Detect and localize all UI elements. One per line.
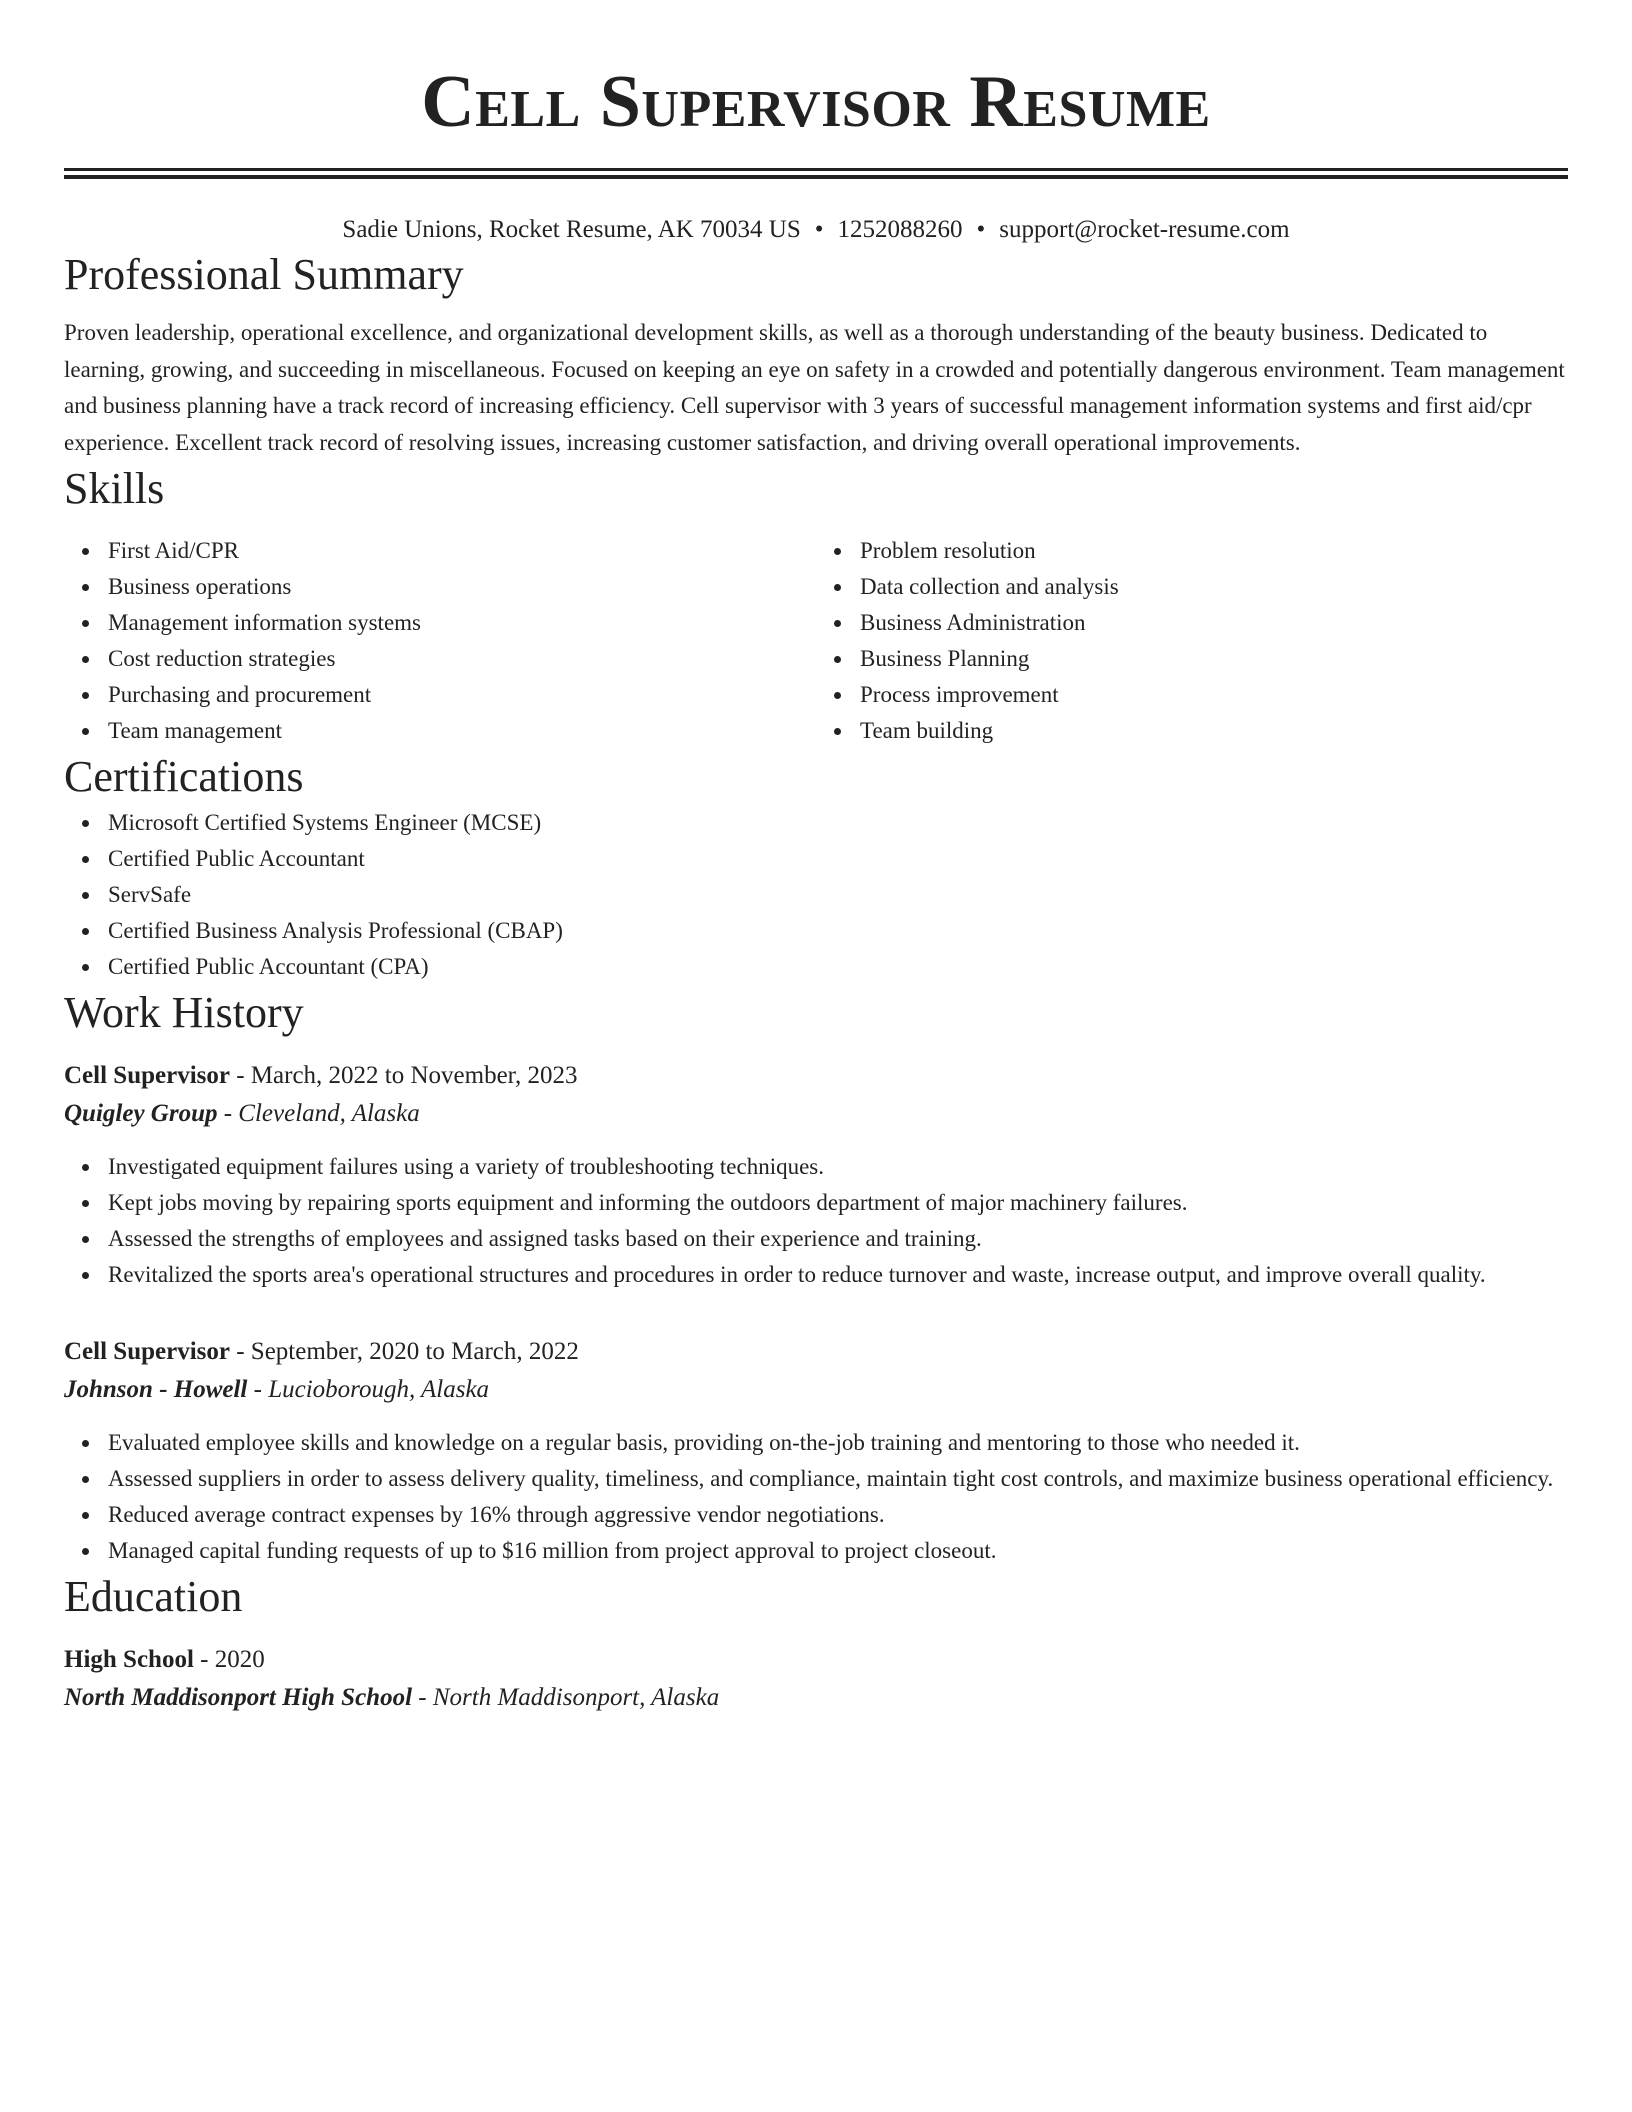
skill-item: Business Planning [860, 641, 1568, 677]
resume-title: Cell Supervisor Resume [421, 61, 1211, 143]
certifications-heading: Certifications [64, 752, 304, 801]
job-company-line [64, 1371, 1568, 1409]
skills-list [64, 533, 1568, 749]
job-company: Johnson - Howell [64, 1376, 248, 1403]
job-duty-item: Evaluated employee skills and knowledge on a regular basis, providing on-the-job training and mentoring to those who needed it. [108, 1425, 1568, 1461]
education-year: - 2020 [193, 1646, 265, 1673]
job-location: - Cleveland, Alaska [217, 1100, 420, 1127]
skill-item: Cost reduction strategies [108, 641, 816, 677]
job-duties-list [64, 1149, 1568, 1293]
skills-heading: Skills [64, 464, 165, 513]
job-duty-item: Investigated equipment failures using a variety of troubleshooting techniques. [108, 1149, 1568, 1185]
job-duty-item: Managed capital funding requests of up to $16 million from project approval to project closeout. [108, 1533, 1568, 1569]
contact-email: support@rocket-resume.com [999, 216, 1290, 243]
job-entry [64, 1333, 1568, 1569]
job-company: Quigley Group [64, 1100, 218, 1127]
job-dates: - September, 2020 to March, 2022 [229, 1338, 579, 1365]
certification-item: Certified Business Analysis Professional (CBAP) [108, 913, 1568, 949]
job-dates: - March, 2022 to November, 2023 [229, 1062, 578, 1089]
education-location: - North Maddisonport, Alaska [412, 1684, 720, 1711]
summary-text: Proven leadership, operational excellence, and organizational development skills, as well as a thorough understanding of the beauty business. Dedicated to learning, growing, and succeeding in miscellaneous. Focused on keeping an eye on safety in a crowded and potentially dangerous environment. Team management and business planning have a track record of increasing efficiency. Cell supervisor with 3 years of successful management information systems and first aid/cpr experience. Excellent track record of resolving issues, increasing customer satisfaction, and driving overall operational improvements. [64, 320, 1565, 455]
certification-item: Microsoft Certified Systems Engineer (MCSE) [108, 805, 1568, 841]
skill-item: Team building [860, 713, 1568, 749]
contact-phone: 1252088260 [837, 216, 963, 243]
skill-item: Problem resolution [860, 533, 1568, 569]
job-company-line [64, 1095, 1568, 1133]
job-location: - Lucioborough, Alaska [247, 1376, 490, 1403]
job-duties-list [64, 1425, 1568, 1569]
certification-item: ServSafe [108, 877, 1568, 913]
education-entry [64, 1641, 1568, 1717]
contact-address: Sadie Unions, Rocket Resume, AK 70034 US [342, 216, 801, 243]
contact-separator: • [976, 216, 986, 243]
contact-line [64, 213, 1568, 247]
job-title: Cell Supervisor [64, 1338, 230, 1365]
job-duty-item: Kept jobs moving by repairing sports equipment and informing the outdoors department of major machinery failures. [108, 1185, 1568, 1221]
job-title: Cell Supervisor [64, 1062, 230, 1089]
work-history-heading: Work History [64, 988, 304, 1037]
job-duty-item: Reduced average contract expenses by 16% through aggressive vendor negotiations. [108, 1497, 1568, 1533]
certification-item: Certified Public Accountant (CPA) [108, 949, 1568, 985]
skills-column-left [64, 533, 816, 749]
skill-item: Management information systems [108, 605, 816, 641]
education-degree-line [64, 1641, 1568, 1679]
education-school: North Maddisonport High School [64, 1684, 413, 1711]
education-heading: Education [64, 1572, 243, 1621]
education-school-line [64, 1679, 1568, 1717]
skill-item: Business operations [108, 569, 816, 605]
job-duty-item: Revitalized the sports area's operational structures and procedures in order to reduce turnover and waste, increase output, and improve overall quality. [108, 1257, 1568, 1293]
job-duty-item: Assessed the strengths of employees and assigned tasks based on their experience and training. [108, 1221, 1568, 1257]
job-duty-item: Assessed suppliers in order to assess delivery quality, timeliness, and compliance, maintain tight cost controls, and maximize business operational efficiency. [108, 1461, 1568, 1497]
skill-item: Data collection and analysis [860, 569, 1568, 605]
skill-item: Team management [108, 713, 816, 749]
contact-separator: • [814, 216, 824, 243]
certifications-list [64, 805, 1568, 985]
education-degree: High School [64, 1646, 194, 1673]
skill-item: Purchasing and procurement [108, 677, 816, 713]
skill-item: Process improvement [860, 677, 1568, 713]
job-title-line [64, 1333, 1568, 1371]
job-entry [64, 1057, 1568, 1293]
skill-item: First Aid/CPR [108, 533, 816, 569]
certification-item: Certified Public Accountant [108, 841, 1568, 877]
job-title-line [64, 1057, 1568, 1095]
skills-column-right [816, 533, 1568, 749]
skill-item: Business Administration [860, 605, 1568, 641]
title-divider [64, 168, 1568, 179]
summary-heading: Professional Summary [64, 250, 464, 299]
